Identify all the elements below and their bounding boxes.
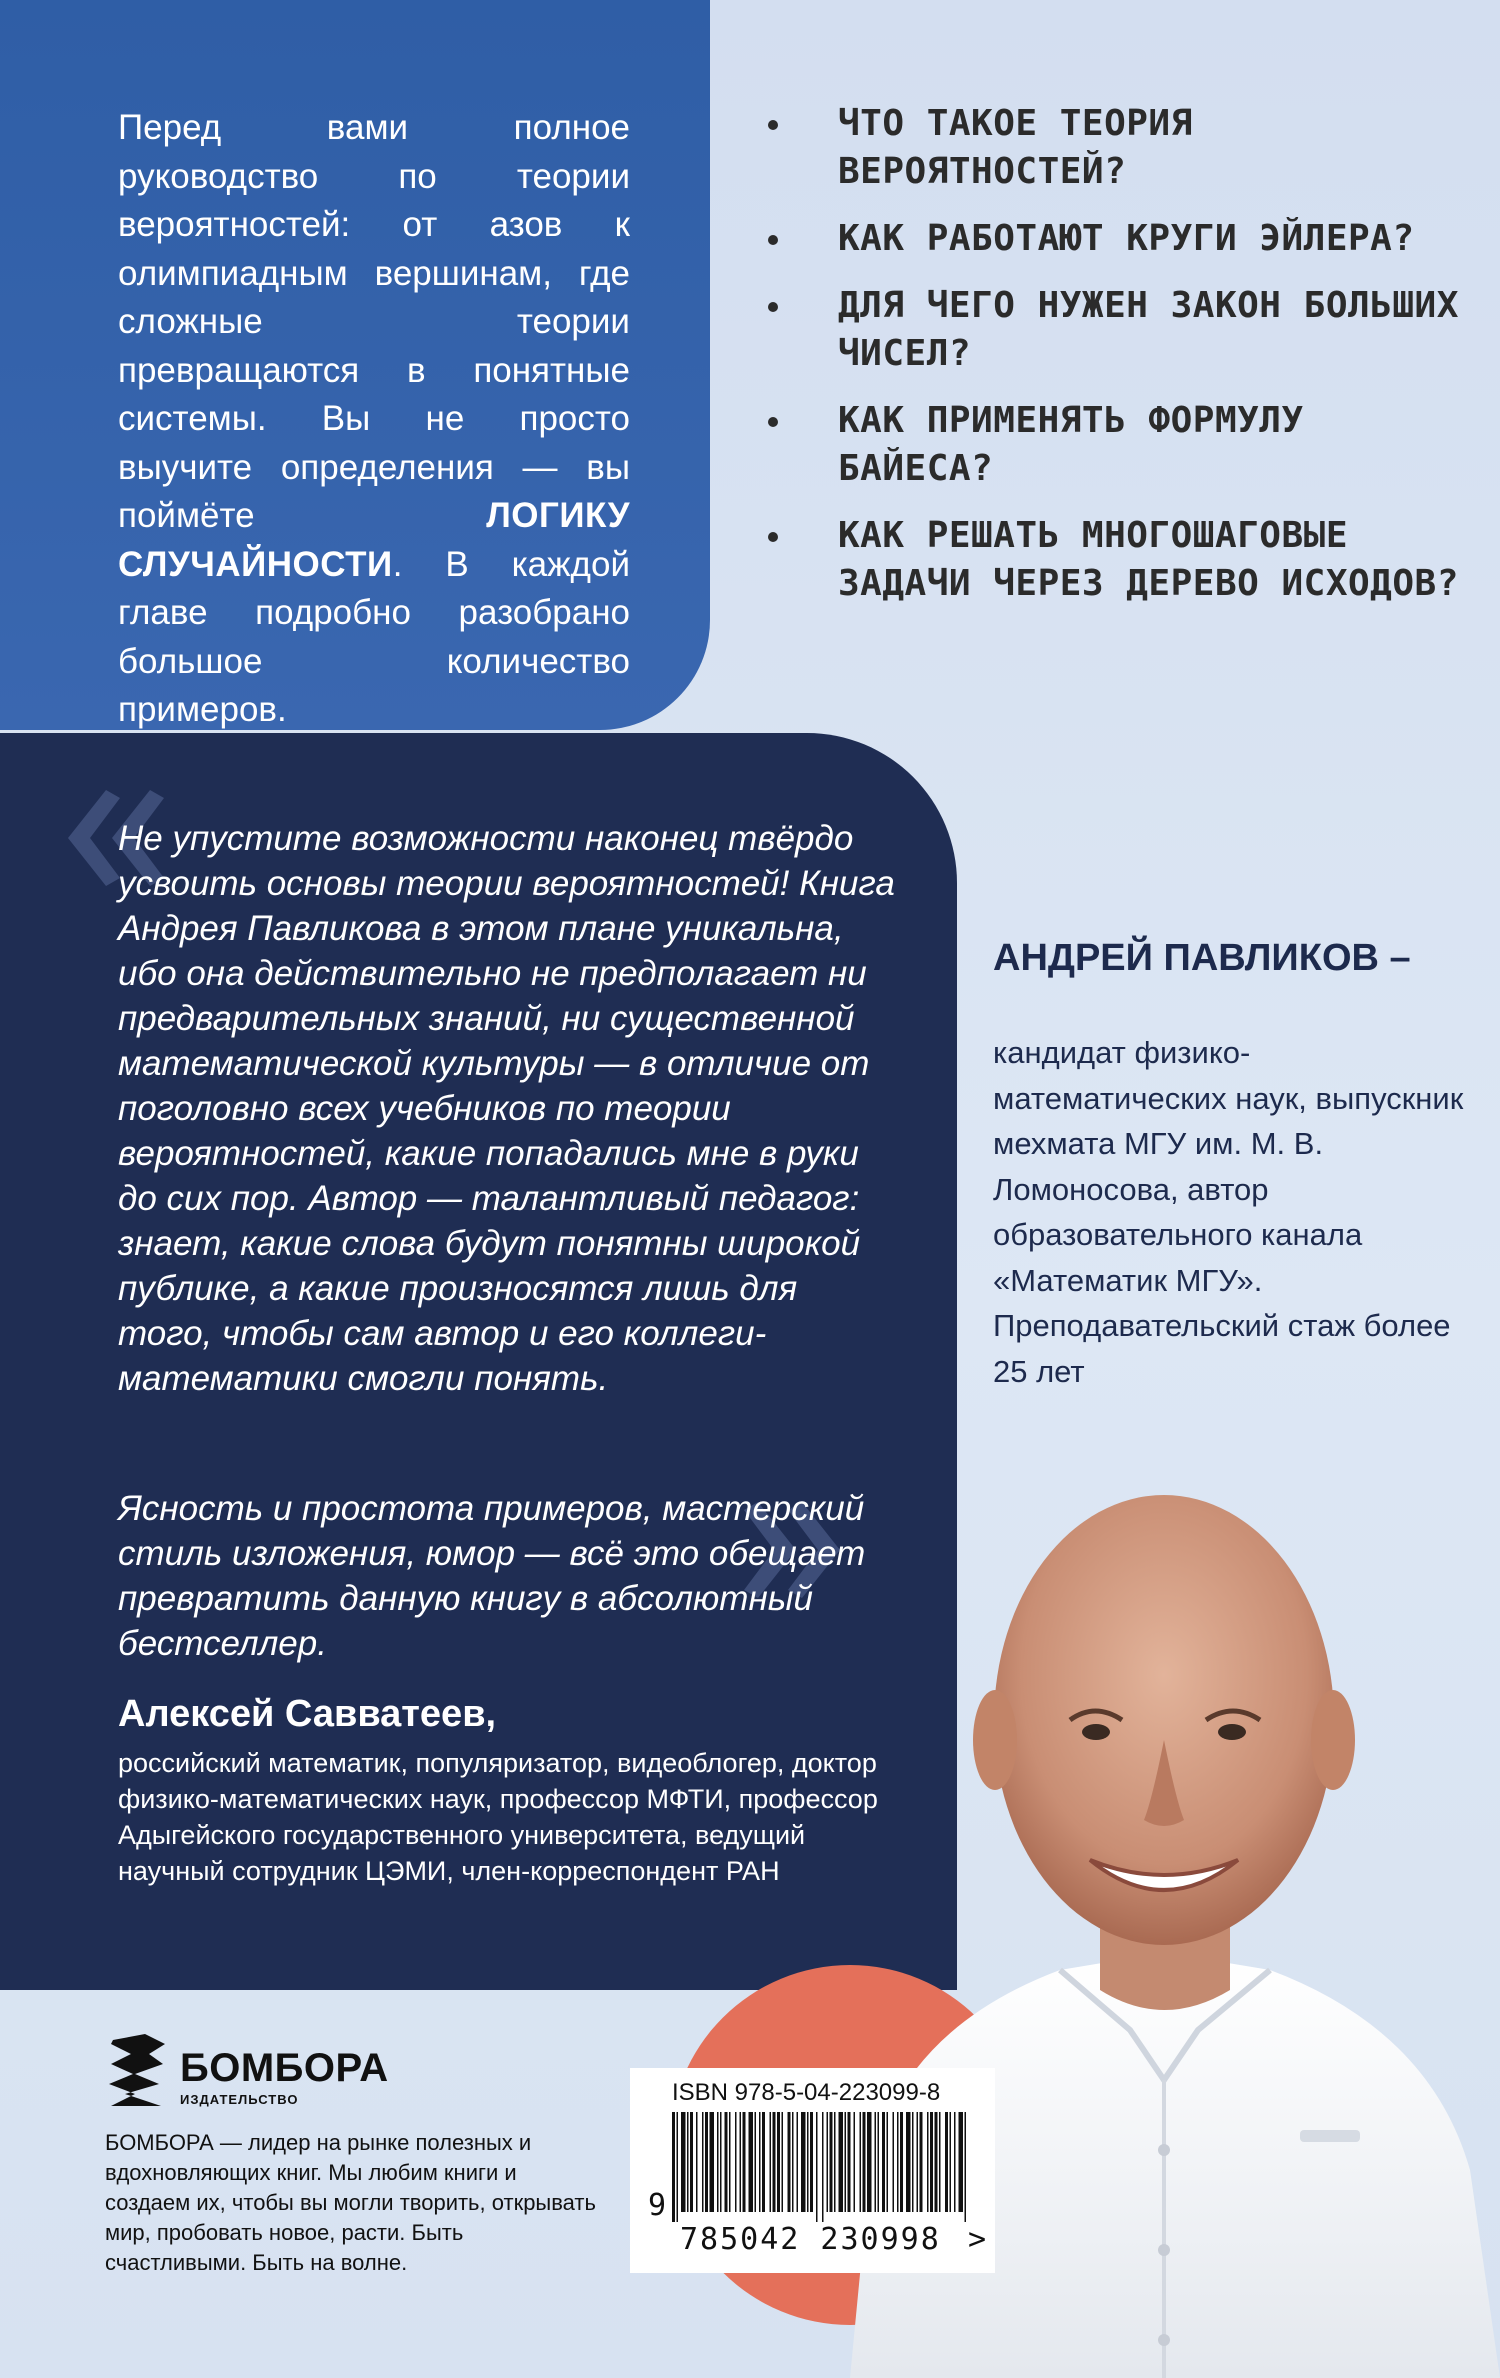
barcode-bar [720,2112,722,2212]
barcode-bar [702,2112,704,2212]
barcode-digits: 785042 230998 [680,2222,941,2257]
question-text: ЧТО ТАКОЕ ТЕОРИЯ ВЕРОЯТНОСТЕЙ? [838,103,1193,192]
barcode-bar [897,2112,899,2212]
barcode-bar [867,2112,872,2212]
quote-paragraph-2: Ясность и простота примеров, мастерский стиль изложения, юмор — всё это обещает превратить данную книгу в абсолютный бестселлер. [118,1489,866,1663]
barcode-bar [822,2112,824,2222]
barcode-bar [816,2112,818,2222]
barcode-bar [912,2112,914,2212]
barcode-bar [834,2112,836,2212]
barcode-bar [878,2112,880,2212]
publisher-name: БОМБОРА [180,2046,389,2090]
barcode-bar [740,2112,742,2212]
barcode-bar [959,2112,964,2212]
question-text: КАК ПРИМЕНЯТЬ ФОРМУЛУ БАЙЕСА? [838,400,1304,489]
barcode-bar [927,2112,929,2212]
barcode-bar [749,2112,754,2212]
quote-paragraph-1: Не упустите возможности наконец твёрдо усвоить основы теории вероятностей! Книга Андрея Павликова в этом плане уникальна, ибо она действительно не предполагает ни предварительных знаний, ни существенной математической культуры — в отличие от поголовно всех учебников по теории вероятностей, какие попадались мне в руки до сих пор. Автор — талантливый педагог: знает, какие слова будут понятны широкой публике, а какие произносятся лишь для того, чтобы сам автор и его коллеги-математики смогли понять. [118,819,895,1398]
barcode-bar [710,2112,715,2212]
barcode-bar [863,2112,866,2212]
barcode-bar [906,2112,911,2212]
question-text: КАК РАБОТАЮТ КРУГИ ЭЙЛЕРА? [838,218,1415,259]
barcode-bar [773,2112,776,2212]
barcode-bar [801,2112,806,2212]
barcode-bar [920,2112,923,2212]
barcode-bar [939,2112,941,2212]
barcode-bar [900,2112,903,2212]
reviewer-name: Алексей Савватеев, [118,1693,497,1735]
barcode-bar [770,2112,772,2212]
intro-highlight: ЛОГИКУ СЛУЧАЙНОСТИ [118,496,630,584]
barcode-arrow: > [968,2222,987,2257]
question-text: КАК РЕШАТЬ МНОГОШАГОВЫЕ ЗАДАЧИ ЧЕРЕЗ ДЕРЕВО ИСХОДОВ? [838,515,1459,604]
barcode-bar [807,2112,809,2212]
author-name: АНДРЕЙ ПАВЛИКОВ – [993,937,1411,979]
barcode-bar [705,2112,708,2212]
barcode-bar [954,2112,956,2212]
intro-text [118,104,630,735]
questions-list [760,100,1460,627]
barcode-bar [717,2112,719,2212]
barcode-bar [677,2112,679,2222]
barcode-bar [797,2112,799,2212]
question-text: ДЛЯ ЧЕГО НУЖЕН ЗАКОН БОЛЬШИХ ЧИСЕЛ? [838,285,1459,374]
barcode-bar [848,2112,851,2212]
publisher-description: БОМБОРА — лидер на рынке полезных и вдохновляющих книг. Мы любим книги и создаем их, чтобы вы могли творить, открывать мир, пробовать новое, расти. Быть счастливыми. Быть на волне. [105,2130,596,2275]
barcode-bar [830,2112,833,2212]
barcode-bar [690,2112,693,2212]
barcode-first-digit: 9 [648,2188,667,2223]
question-item [760,100,1460,196]
intro-text-start: Перед вами полное руководство по теории вероятностей: от азов к олимпиадным вершинам, где сложные теории превращаются в понятные системы. Вы не просто выучите определения — вы поймёте [118,108,630,535]
question-item [760,215,1460,263]
barcode-bar [759,2112,761,2212]
question-item [760,282,1460,378]
bullet-icon [768,532,778,542]
reviewer-bio: российский математик, популяризатор, видеоблогер, доктор физико-математических наук, профессор МФТИ, профессор Адыгейского государственного университета, ведущий научный сотрудник ЦЭМИ, член-корреспондент РАН [118,1748,878,1886]
barcode-bar [845,2112,847,2212]
bullet-icon [768,120,778,130]
barcode-bar [725,2112,728,2212]
barcode-bar [854,2112,856,2212]
barcode-bar [930,2112,933,2212]
question-item [760,397,1460,493]
barcode-bar [950,2112,952,2212]
barcode-bar [735,2112,737,2212]
barcode-bar [687,2112,689,2212]
barcode-bar [887,2112,889,2212]
barcode-image [672,2112,967,2222]
barcode-bar [935,2112,938,2212]
barcode-bar [893,2112,895,2212]
barcode-bar [729,2112,731,2212]
barcode-bar [792,2112,794,2212]
barcode-bar [965,2112,967,2222]
publisher-subtitle: ИЗДАТЕЛЬСТВО [180,2092,299,2107]
barcode-bar [882,2112,885,2212]
barcode-bar [743,2112,746,2212]
barcode-bar [875,2112,877,2212]
barcode-bar [762,2112,765,2212]
barcode-bar [839,2112,844,2212]
barcode-bar [755,2112,757,2212]
barcode-bar [788,2112,791,2212]
barcode-bar [777,2112,780,2212]
barcode-bar [917,2112,919,2212]
intro-text-end: . В каждой главе подробно разобрано большое количество примеров. [118,544,630,729]
isbn-text: ISBN 978-5-04-223099-8 [672,2079,941,2106]
bullet-icon [768,235,778,245]
barcode-bar [782,2112,784,2212]
barcode-bar [681,2112,686,2212]
barcode-bar [827,2112,829,2212]
question-item [760,512,1460,608]
barcode-bar [860,2112,862,2212]
bullet-icon [768,417,778,427]
barcode-bar [696,2112,698,2212]
barcode-bar [672,2112,675,2222]
author-bio: кандидат физико-математических наук, выпускник мехмата МГУ им. М. В. Ломоносова, автор образовательного канала «Математик МГУ». Преподавательский стаж более 25 лет [993,1035,1464,1389]
barcode-bar [945,2112,948,2212]
barcode-bar [810,2112,813,2212]
bullet-icon [768,302,778,312]
